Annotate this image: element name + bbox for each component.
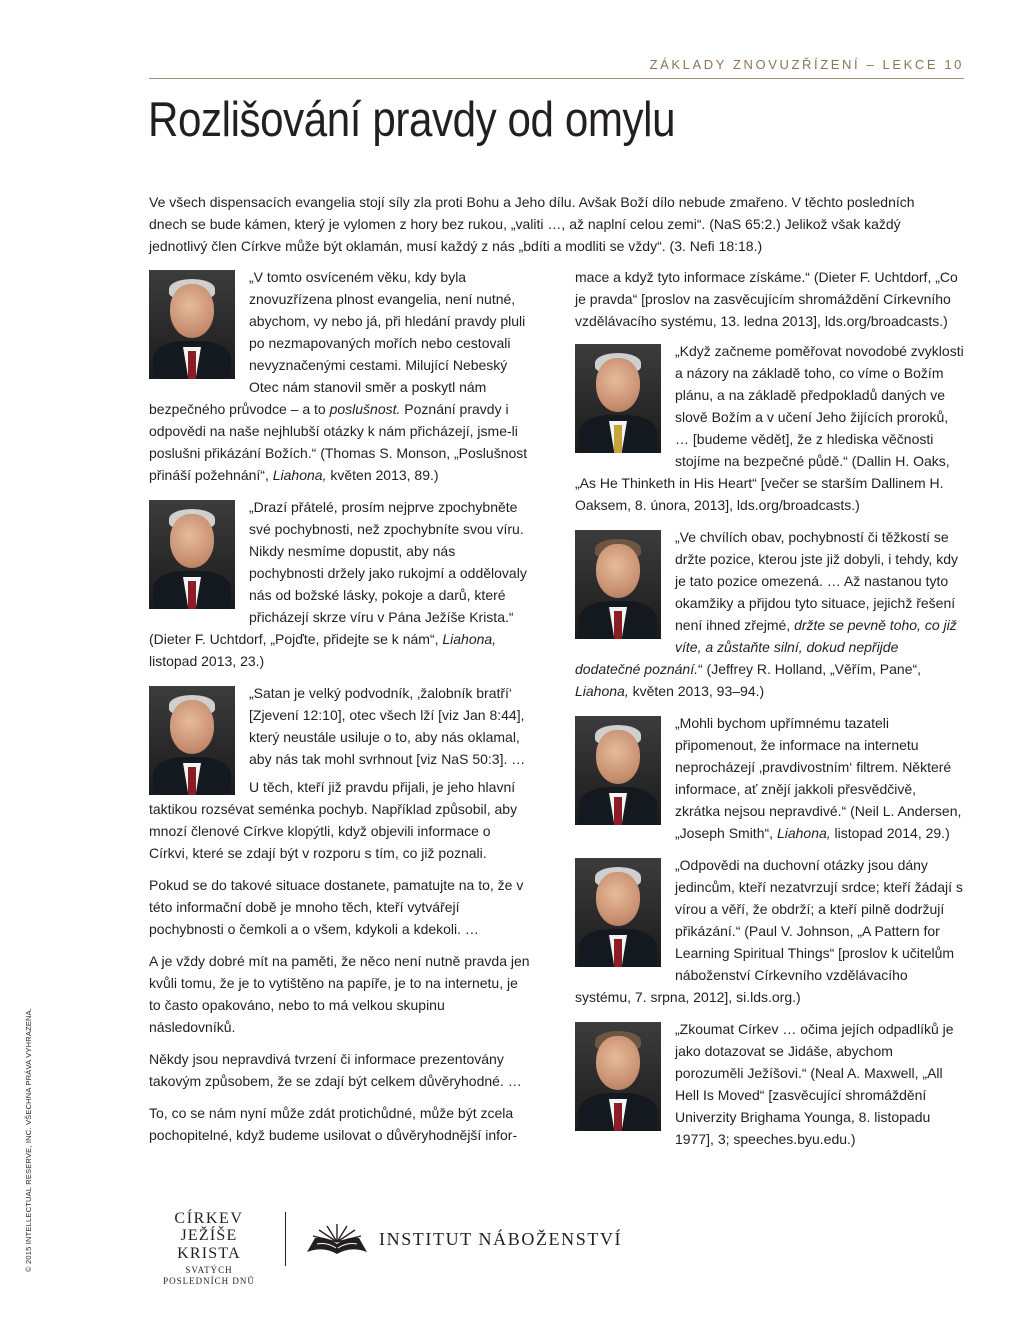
quote-emphasis: poslušnost. bbox=[329, 401, 401, 417]
church-logo-line: SVATÝCH bbox=[185, 1265, 233, 1275]
quote-source-title: Liahona, bbox=[575, 683, 629, 699]
portrait-dallin-h-oaks-icon bbox=[575, 344, 661, 453]
header-rule bbox=[149, 78, 964, 79]
quote-johnson bbox=[575, 854, 965, 1008]
quote-text: „V tomto osvíceném věku, kdy byla znovuzřízena plnost evangelia, není nutné, abychom, vy nebo já, při hledání pravdy pluli po nezmapovaných mořích nebo cestovali nevyznačenými cestami. Milující Nebeský Otec nám stanovil směr a poskytl nám bezpečného průvodce – a to bbox=[149, 269, 526, 417]
quote-text: U těch, kteří již pravdu přijali, je jeho hlavní taktikou rozsévat seménka pochyb. Například způsobil, aby mnozí členové Církve klopýtli, když objevili informace o Církvi, které se zdají být v rozporu s tím, co již poznali. bbox=[149, 779, 518, 861]
portrait-paul-v-johnson-icon bbox=[575, 858, 661, 967]
body-paragraph: Někdy jsou nepravdivá tvrzení či informace prezentovány takovým způsobem, že se zdají být celkem důvěryhodné. … bbox=[149, 1051, 522, 1089]
church-logo-line: JEŽÍŠE KRISTA bbox=[177, 1227, 241, 1262]
page-title: Rozlišování pravdy od omylu bbox=[148, 93, 676, 147]
church-logo-line: POSLEDNÍCH DNŮ bbox=[163, 1276, 255, 1286]
body-paragraph: To, co se nám nyní může zdát protichůdné, může být zcela pochopitelné, když budeme usilovat o důvěryhodnější infor- bbox=[149, 1105, 518, 1143]
quote-text: „Odpovědi na duchovní otázky jsou dány jedincům, kteří nezatvrzují srdce; kteří žádají s vírou a věří, že obdrží; a kteří pilně dodržují přikázání.“ (Paul V. Johnson, „A Pattern for Learning Spiritual Things“ [proslov k učitelům náboženství Církevního vzdělávacího systému, 7. srpna, 2012], si.lds.org.) bbox=[575, 857, 963, 1005]
quote-text: listopad 2013, 23.) bbox=[149, 653, 265, 669]
body-paragraph: Pokud se do takové situace dostanete, pamatujte na to, že v této informační době je mnoho těch, kteří vytvářejí pochybnosti o čemkoli a o všem, kdykoli a kdekoli. … bbox=[149, 877, 524, 937]
open-book-sunburst-icon bbox=[305, 1222, 369, 1256]
quote-text: květen 2013, 89.) bbox=[326, 467, 439, 483]
quote-text: „Satan je velký podvodník, ‚žalobník bratří‘ [Zjevení 12:10], otec všech lží [viz Jan 8:44], který neustále usiluje o to, aby nás oklamal, aby nás tak mohl svrhnout [viz NaS 50:3]. … bbox=[249, 685, 526, 767]
quote-monson bbox=[149, 266, 532, 486]
quote-text: „Mohli bychom upřímnému tazateli připomenout, že informace na internetu neprocházejí ‚pravdivostním‘ filtrem. Některé informace, ať znějí jakkoli přesvědčivě, zkrátka nejsou nepravdivé.“ (Neil L. Andersen, „Joseph Smith“, bbox=[675, 715, 962, 841]
left-column bbox=[149, 266, 532, 1156]
quote-source-title: Liahona, bbox=[442, 631, 497, 647]
quote-text: listopad 2014, 29.) bbox=[830, 825, 950, 841]
quote-uchtdorf-1 bbox=[149, 496, 532, 672]
church-logo bbox=[148, 1210, 270, 1287]
church-logo-line: CÍRKEV bbox=[174, 1210, 244, 1227]
portrait-dieter-f-uchtdorf-icon bbox=[149, 500, 235, 609]
quote-text: “ (Jeffrey R. Holland, „Věřím, Pane“, bbox=[698, 661, 922, 677]
quote-text: „Ve chvílích obav, pochybností či těžkostí se držte pozice, kterou jste již dobyli, i tehdy, kdy je tato pozice omezená. … Až nastanou tyto okamžiky a přijdou tyto situace, jejichž řešení není ihned zřejmé, bbox=[675, 529, 958, 633]
quote-source-title: Liahona, bbox=[272, 467, 327, 483]
quote-source-title: Liahona, bbox=[776, 825, 831, 841]
logo-divider bbox=[285, 1212, 286, 1266]
quote-maxwell bbox=[575, 1018, 965, 1150]
copyright-notice: © 2015 INTELLECTUAL RESERVE, INC. VŠECHNA PRÁVA VYHRAZENA. bbox=[24, 1007, 33, 1272]
quote-uchtdorf-2 bbox=[149, 682, 532, 864]
quote-text: „Když začneme poměřovat novodobé zvyklosti a názory na základě toho, co víme o Božím plánu, a na základě předpokladů daných ve slově Božím a v učení Jeho žijících proroků, … [budeme vědět], že z hlediska věčnosti stojíme na bezpečné půdě.“ (Dallin H. Oaks, „As He Thinketh in His Heart“ [večer se starším Dallinem H. Oaksem, 8. února, 2013], lds.org/broadcasts.) bbox=[575, 343, 964, 513]
intro-paragraph: Ve všech dispensacích evangelia stojí síly zla proti Bohu a Jeho dílu. Avšak Boží dílo nebude zmařeno. V těchto posledních dnech se bude kámen, který je vylomen z hory bez rukou, „valiti …, až naplní celou zemi“. (NaS 65:2.) Jelikož však každý jednotlivý člen Církve může být oklamán, musí každý z nás „bdíti a modliti se vždy“. (3. Nefi 18:18.) bbox=[149, 194, 915, 254]
continuation-paragraph: mace a když tyto informace získáme.“ (Dieter F. Uchtdorf, „Co je pravda“ [proslov na zasvěcujícím shromáždění Církevního vzdělávacího systému, 13. ledna 2013], lds.org/broadcasts.) bbox=[575, 269, 958, 329]
body-paragraph: A je vždy dobré mít na paměti, že něco není nutně pravda jen kvůli tomu, že je to vytištěno na papíře, je to na internetu, je to často opakováno, nebo to má velkou skupinu následovníků. bbox=[149, 953, 530, 1035]
quote-text: Poznání pravdy i odpovědi na naše nejhlubší otázky k nám přicházejí, jsme-li poslušni přikázání Božích.“ (Thomas S. Monson, „Poslušnost přináší požehnání“, bbox=[149, 401, 528, 483]
portrait-dieter-f-uchtdorf-icon bbox=[149, 686, 235, 795]
quote-oaks bbox=[575, 340, 965, 516]
institute-name: INSTITUT NÁBOŽENSTVÍ bbox=[379, 1229, 623, 1249]
right-column bbox=[575, 266, 965, 1160]
portrait-thomas-s-monson-icon bbox=[149, 270, 235, 379]
quote-holland bbox=[575, 526, 965, 702]
quote-text: „Zkoumat Církev … očima jejích odpadlíků je jako dotazovat se Jidáše, abychom porozuměli Ježíšovi.“ (Neal A. Maxwell, „All Hell Is Moved“ [zasvěcující shromáždění Univerzity Brighama Younga, 8. listopadu 1977], 3; speeches.byu.edu.) bbox=[675, 1021, 954, 1147]
series-heading: ZÁKLADY ZNOVUZŘÍZENÍ – LEKCE 10 bbox=[649, 57, 964, 72]
quote-text: „Drazí přátelé, prosím nejprve zpochybněte své pochybnosti, než zpochybníte svou víru. Nikdy nesmíme dopustit, aby nás pochybnosti držely jako rukojmí a oddělovaly nás od božské lásky, pokoje a darů, které přicházejí skrze víru v Pána Ježíše Krista.“ (Dieter F. Uchtdorf, „Pojďte, přidejte se k nám“, bbox=[149, 499, 527, 647]
quote-andersen bbox=[575, 712, 965, 844]
portrait-neal-a-maxwell-icon bbox=[575, 1022, 661, 1131]
portrait-neil-l-andersen-icon bbox=[575, 716, 661, 825]
quote-emphasis: držte se pevně toho, co již víte, a zůstaňte silní, dokud nepřijde dodatečné poznání. bbox=[575, 617, 957, 677]
portrait-jeffrey-r-holland-icon bbox=[575, 530, 661, 639]
quote-text: květen 2013, 93–94.) bbox=[628, 683, 765, 699]
